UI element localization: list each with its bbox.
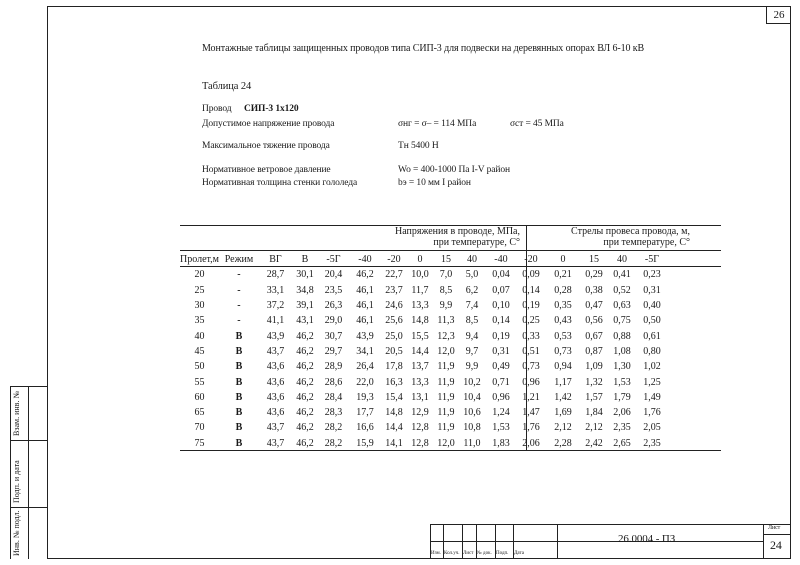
table-cell: 0,41 <box>613 269 631 281</box>
stamp-column-label: Дата <box>514 551 524 556</box>
table-cell: 1,02 <box>643 361 661 373</box>
table-cell: 20 <box>194 269 205 281</box>
table-cell: 7,4 <box>465 300 479 312</box>
table-cell: 0,49 <box>492 361 510 373</box>
table-cell: 0,31 <box>643 284 661 296</box>
table-cell: 23,5 <box>324 284 343 296</box>
table-cell: 25,6 <box>385 315 403 327</box>
column-header: ВГ <box>269 254 282 266</box>
table-cell: 0,14 <box>492 315 510 327</box>
column-header: 40 <box>466 254 477 266</box>
column-header: -20 <box>387 254 401 266</box>
table-cell: 0,23 <box>643 269 661 281</box>
table-cell: 0,96 <box>492 391 510 403</box>
column-header: -20 <box>524 254 538 266</box>
stress-header-line1: Напряжения в проводе, МПа, <box>394 226 520 237</box>
table-cell: 1,53 <box>492 422 510 434</box>
table-cell: 1,09 <box>585 361 603 373</box>
table-cell: 10,8 <box>463 422 481 434</box>
table-label: Таблица 24 <box>202 81 252 92</box>
stamp-hline <box>430 541 763 542</box>
table-cell: 34,8 <box>296 284 314 296</box>
table-cell: 0,29 <box>585 269 603 281</box>
table-cell: В <box>235 361 243 373</box>
table-cell: 2,12 <box>554 422 572 434</box>
side-label-sign-date: Подп. и дата <box>12 460 21 503</box>
table-cell: 0,07 <box>492 284 510 296</box>
table-cell: 13,7 <box>411 361 429 373</box>
table-cell: 46,2 <box>296 437 314 449</box>
table-row <box>180 390 667 405</box>
avg-stress-value: σст = 45 МПа <box>510 119 564 129</box>
table-cell: 2,06 <box>522 437 540 449</box>
column-header: Режим <box>224 254 254 266</box>
table-cell: 0,88 <box>613 330 631 342</box>
table-cell: В <box>235 422 243 434</box>
table-cell: 0,19 <box>522 300 540 312</box>
table-cell: 17,8 <box>385 361 403 373</box>
table-cell: 28,7 <box>266 269 285 281</box>
table-cell: 2,42 <box>585 437 603 449</box>
table-cell: 11,9 <box>437 376 455 388</box>
table-cell: 39,1 <box>296 300 314 312</box>
table-row <box>180 359 667 374</box>
table-cell: 1,57 <box>585 391 603 403</box>
table-cell: 12,9 <box>411 407 429 419</box>
table-cell: 1,21 <box>522 391 540 403</box>
stress-group-header <box>330 226 520 248</box>
table-cell: 0,38 <box>585 284 603 296</box>
table-row <box>180 374 667 389</box>
table-body <box>180 267 667 451</box>
table-cell: 23,7 <box>385 284 403 296</box>
table-cell: 20,5 <box>385 345 403 357</box>
table-cell: 8,5 <box>439 284 453 296</box>
table-cell: 14,4 <box>385 422 403 434</box>
table-cell: 43,7 <box>266 345 285 357</box>
table-cell: 1,79 <box>613 391 631 403</box>
table-cell: 0,14 <box>522 284 540 296</box>
table-column-header-row <box>180 252 667 267</box>
doc-code: 26.0004 - ПЗ <box>618 533 676 545</box>
table-cell: 30,1 <box>296 269 314 281</box>
table-cell: 0,47 <box>585 300 603 312</box>
table-cell: 0,73 <box>554 345 572 357</box>
stamp-cols-divider <box>557 524 558 559</box>
table-cell: 25,0 <box>385 330 403 342</box>
table-cell: 1,24 <box>492 407 510 419</box>
table-cell: 16,6 <box>356 422 374 434</box>
table-cell: 11,3 <box>437 315 455 327</box>
table-cell: 40 <box>194 330 205 342</box>
side-label-replace: Взам. инв. № <box>12 390 21 436</box>
table-cell: 10,4 <box>463 391 481 403</box>
table-cell: 12,8 <box>411 437 429 449</box>
column-header: 40 <box>616 254 627 266</box>
stamp-sheet-divider <box>763 524 764 559</box>
side-label-inventory: Инв. № подл. <box>12 510 21 556</box>
table-cell: 0,19 <box>492 330 510 342</box>
table-cell: 11,7 <box>411 284 429 296</box>
table-cell: 46,2 <box>296 361 314 373</box>
table-cell: 6,2 <box>465 284 479 296</box>
table-cell: 1,17 <box>554 376 572 388</box>
table-cell: 0,21 <box>554 269 572 281</box>
side-strip-div1 <box>10 440 47 441</box>
stamp-column-label: Кол.уч. <box>444 551 460 556</box>
table-cell: 43,1 <box>296 315 314 327</box>
table-cell: 26,4 <box>356 361 374 373</box>
table-cell: 1,25 <box>643 376 661 388</box>
table-cell: В <box>235 407 243 419</box>
table-cell: 11,9 <box>437 407 455 419</box>
table-cell: 75 <box>194 437 205 449</box>
mounting-table <box>180 252 667 451</box>
table-cell: 11,9 <box>437 361 455 373</box>
table-cell: 46,2 <box>296 422 314 434</box>
table-cell: 28,3 <box>324 407 343 419</box>
column-header: -5Г <box>326 254 341 266</box>
table-cell: 0,94 <box>554 361 572 373</box>
table-cell: 5,0 <box>465 269 479 281</box>
table-cell: 0,31 <box>492 345 510 357</box>
column-header: -5Г <box>644 254 660 266</box>
table-cell: 14,8 <box>385 407 403 419</box>
column-header: 15 <box>588 254 599 266</box>
stamp-column-label: Подп. <box>496 551 509 556</box>
table-row <box>180 420 667 435</box>
table-cell: 0,87 <box>585 345 603 357</box>
table-cell: 46,1 <box>356 315 374 327</box>
table-cell: 9,7 <box>465 345 479 357</box>
page-title: Монтажные таблицы защищенных проводов типа СИП-3 для подвески на деревянных опорах ВЛ 6-10 кВ <box>202 43 645 54</box>
table-cell: 19,3 <box>356 391 374 403</box>
table-cell: 43,9 <box>356 330 374 342</box>
table-cell: 70 <box>194 422 205 434</box>
table-cell: 1,83 <box>492 437 510 449</box>
ice-value: bэ = 10 мм I район <box>398 178 471 188</box>
table-cell: В <box>235 376 243 388</box>
table-cell: 9,9 <box>465 361 479 373</box>
table-cell: 0,67 <box>585 330 603 342</box>
table-cell: 2,35 <box>643 437 661 449</box>
table-row <box>180 436 667 451</box>
table-cell: 8,5 <box>465 315 479 327</box>
max-tension-value: Tн 5400 Н <box>398 141 439 151</box>
table-cell: 2,35 <box>613 422 631 434</box>
table-cell: 37,2 <box>266 300 285 312</box>
table-cell: 46,2 <box>296 330 314 342</box>
table-cell: 1,76 <box>522 422 540 434</box>
max-tension-label: Максимальное тяжение провода <box>202 141 330 151</box>
table-cell: 12,0 <box>437 437 455 449</box>
table-cell: 1,42 <box>554 391 572 403</box>
column-header: Пролет,м <box>180 254 219 266</box>
table-cell: 0,75 <box>613 315 631 327</box>
table-cell: В <box>235 437 243 449</box>
table-row <box>180 313 667 328</box>
table-cell: - <box>237 315 241 327</box>
table-cell: 2,65 <box>613 437 631 449</box>
table-cell: 28,2 <box>324 437 343 449</box>
table-cell: 11,9 <box>437 422 455 434</box>
table-cell: 22,7 <box>385 269 403 281</box>
table-cell: 0,43 <box>554 315 572 327</box>
table-cell: 29,7 <box>324 345 343 357</box>
table-cell: В <box>235 330 243 342</box>
table-cell: 46,2 <box>296 345 314 357</box>
table-cell: 2,05 <box>643 422 661 434</box>
table-cell: 9,4 <box>465 330 479 342</box>
table-cell: 46,2 <box>296 376 314 388</box>
table-header-border <box>180 250 721 251</box>
table-cell: 46,2 <box>296 407 314 419</box>
table-cell: 17,7 <box>356 407 374 419</box>
table-cell: - <box>237 269 241 281</box>
table-cell: 0,73 <box>522 361 540 373</box>
column-header: 0 <box>560 254 566 266</box>
table-row <box>180 298 667 313</box>
table-cell: 50 <box>194 361 205 373</box>
table-row <box>180 405 667 420</box>
table-cell: 24,6 <box>385 300 403 312</box>
table-cell: 10,2 <box>463 376 481 388</box>
side-strip-div2 <box>10 507 47 508</box>
wind-label: Нормативное ветровое давление <box>202 165 331 175</box>
table-cell: 25 <box>194 284 205 296</box>
column-header: 15 <box>440 254 451 266</box>
table-cell: 2,06 <box>613 407 631 419</box>
side-strip-mid-line <box>28 386 29 559</box>
table-cell: 43,6 <box>266 361 285 373</box>
ice-label: Нормативная толщина стенки гололеда <box>202 178 358 188</box>
stress-header-line2: при температуре, С° <box>433 237 520 248</box>
wire-label: Провод <box>202 104 232 114</box>
table-cell: 0,10 <box>492 300 510 312</box>
table-cell: 1,76 <box>643 407 661 419</box>
table-cell: 0,09 <box>522 269 540 281</box>
table-cell: 0,80 <box>643 345 661 357</box>
table-cell: 0,50 <box>643 315 661 327</box>
wind-value: Wo = 400-1000 Па I-V район <box>398 165 510 175</box>
corner-page-number: 26 <box>766 6 791 24</box>
table-cell: 43,6 <box>266 391 285 403</box>
table-cell: 2,28 <box>554 437 572 449</box>
table-cell: 34,1 <box>356 345 374 357</box>
table-cell: 0,63 <box>613 300 631 312</box>
table-cell: 30,7 <box>324 330 343 342</box>
table-cell: 15,5 <box>411 330 429 342</box>
table-cell: 26,3 <box>324 300 343 312</box>
table-cell: 20,4 <box>324 269 343 281</box>
table-cell: 0,56 <box>585 315 603 327</box>
table-cell: 46,2 <box>296 391 314 403</box>
table-cell: 43,9 <box>266 330 285 342</box>
table-cell: 13,3 <box>411 376 429 388</box>
table-cell: 16,3 <box>385 376 403 388</box>
side-strip-left-line <box>10 386 11 559</box>
column-header: 0 <box>417 254 423 266</box>
table-cell: 65 <box>194 407 205 419</box>
table-cell: 12,8 <box>411 422 429 434</box>
table-cell: 45 <box>194 345 205 357</box>
table-row <box>180 267 667 282</box>
table-cell: 43,6 <box>266 407 285 419</box>
table-cell: 13,3 <box>411 300 429 312</box>
table-cell: 14,4 <box>411 345 429 357</box>
table-cell: 12,3 <box>437 330 455 342</box>
table-cell: 55 <box>194 376 205 388</box>
table-cell: 0,33 <box>522 330 540 342</box>
table-cell: 14,8 <box>411 315 429 327</box>
allowed-stress-value: σнг = σ– = 114 МПа <box>398 119 477 129</box>
table-cell: 15,9 <box>356 437 374 449</box>
table-cell: 28,9 <box>324 361 343 373</box>
table-cell: 1,84 <box>585 407 603 419</box>
table-cell: 43,7 <box>266 437 285 449</box>
sag-header-line2: при температуре, С° <box>603 237 690 248</box>
table-cell: 43,7 <box>266 422 285 434</box>
side-strip-top-line <box>10 386 47 387</box>
table-cell: 43,6 <box>266 376 285 388</box>
table-cell: 28,6 <box>324 376 343 388</box>
table-cell: В <box>235 391 243 403</box>
table-cell: 1,53 <box>613 376 631 388</box>
table-cell: 46,1 <box>356 284 374 296</box>
sheet-label: Лист <box>768 525 781 531</box>
table-row <box>180 344 667 359</box>
stamp-column-label: Лист <box>463 551 474 556</box>
table-cell: 2,12 <box>585 422 603 434</box>
column-header: -40 <box>494 254 508 266</box>
table-cell: 0,61 <box>643 330 661 342</box>
table-cell: 14,1 <box>385 437 403 449</box>
table-cell: 1,49 <box>643 391 661 403</box>
table-cell: В <box>235 345 243 357</box>
table-cell: 0,71 <box>492 376 510 388</box>
stamp-column-label: № док. <box>477 551 492 556</box>
table-cell: 1,30 <box>613 361 631 373</box>
table-cell: - <box>237 284 241 296</box>
table-cell: 10,6 <box>463 407 481 419</box>
table-cell: 7,0 <box>439 269 453 281</box>
table-cell: 0,40 <box>643 300 661 312</box>
table-cell: 0,51 <box>522 345 540 357</box>
table-cell: 29,0 <box>324 315 343 327</box>
stamp-column-label: Изм. <box>431 551 441 556</box>
table-row <box>180 283 667 298</box>
table-cell: 0,96 <box>522 376 540 388</box>
table-cell: 10,0 <box>411 269 429 281</box>
table-cell: 15,4 <box>385 391 403 403</box>
table-cell: 30 <box>194 300 205 312</box>
table-cell: 41,1 <box>266 315 285 327</box>
table-cell: 0,28 <box>554 284 572 296</box>
table-cell: 12,0 <box>437 345 455 357</box>
table-cell: 0,25 <box>522 315 540 327</box>
table-cell: 28,2 <box>324 422 343 434</box>
table-cell: 35 <box>194 315 205 327</box>
sag-header-line1: Стрелы провеса провода, м, <box>571 226 690 237</box>
table-cell: 0,35 <box>554 300 572 312</box>
wire-value: СИП-3 1х120 <box>244 104 299 114</box>
table-row <box>180 328 667 343</box>
sheet-number: 24 <box>770 538 782 552</box>
stamp-sheet-hline <box>763 534 791 535</box>
column-header: В <box>301 254 309 266</box>
table-cell: 11,9 <box>437 391 455 403</box>
table-cell: 11,0 <box>463 437 481 449</box>
table-cell: 60 <box>194 391 205 403</box>
table-cell: 28,4 <box>324 391 343 403</box>
table-cell: 1,08 <box>613 345 631 357</box>
table-cell: 0,53 <box>554 330 572 342</box>
allowed-stress-label: Допустимое напряжение провода <box>202 119 335 129</box>
table-cell: 1,69 <box>554 407 572 419</box>
table-cell: 1,32 <box>585 376 603 388</box>
table-cell: - <box>237 300 241 312</box>
table-cell: 0,04 <box>492 269 510 281</box>
table-cell: 46,2 <box>356 269 374 281</box>
table-cell: 22,0 <box>356 376 374 388</box>
table-cell: 9,9 <box>439 300 453 312</box>
table-cell: 46,1 <box>356 300 374 312</box>
column-header: -40 <box>358 254 372 266</box>
table-cell: 0,52 <box>613 284 631 296</box>
table-cell: 13,1 <box>411 391 429 403</box>
table-cell: 1,47 <box>522 407 540 419</box>
sag-group-header <box>520 226 690 248</box>
table-cell: 33,1 <box>266 284 285 296</box>
